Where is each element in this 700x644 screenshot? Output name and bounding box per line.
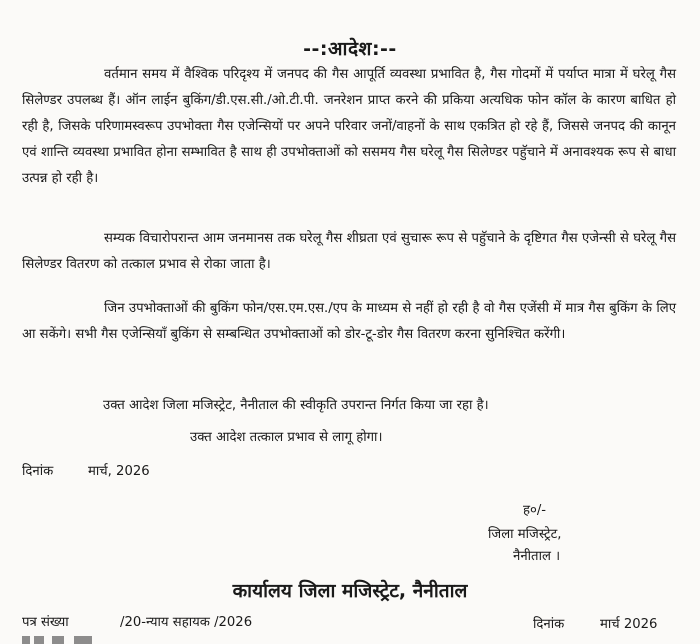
order-paragraph-2 — [22, 226, 676, 278]
signature-place: नैनीताल । — [513, 549, 561, 564]
order-title: --:आदेश:-- — [303, 38, 397, 60]
letter-number-value: /20-न्याय सहायक /2026 — [120, 615, 253, 630]
office-heading: कार्यालय जिला मजिस्ट्रेट, नैनीताल — [232, 580, 468, 602]
order-date-label: दिनांक — [22, 464, 54, 479]
paragraph-2-text: सम्यक विचारोपरान्त आम जनमानस तक घरेलू गैस शीघ्रता एवं सुचारू रूप से पहुॅचाने के दृष्टिगत गैस एजेन्सी से घरेलू गैस सिलेण्डर वितरण को तत्काल प्रभाव से रोका जाता है। — [22, 231, 676, 272]
effective-line: उक्त आदेश तत्काल प्रभाव से लागू होगा। — [190, 430, 383, 445]
paragraph-1-text: वर्तमान समय में वैश्विक परिदृश्य में जनपद की गैस आपूर्ति व्यवस्था प्रभावित है, गैस गोदमों में पर्याप्त मात्रा में घरेलू गैस सिलेण्डर उपलब्ध हैं। ऑन लाईन बुकिंग/डी.एस.सी./ओ.टी.पी. जनरेशन प्राप्त करने की प्रकिया अत्यधिक फोन कॉल के कारण बाधित हो रही है, जिसके परिणामस्वरूप उपभोक्ता गैस एजेन्सियों पर अपने परिवार जनों/वाहनों के साथ एकत्रित हो रहे हैं, जिससे जनपद की कानून एवं शान्ति व्यवस्था प्रभावित होना सम्भावित है साथ ही उपभोक्ताओं को ससमय गैस घरेलू गैस सिलेण्डर पहुॅचाने में अनावश्यक रूप से बाधा उत्पन्न हो रही है। — [22, 67, 676, 186]
signature-designation: जिला मजिस्ट्रेट, — [488, 527, 562, 542]
order-paragraph-3 — [22, 296, 676, 348]
order-paragraph-1 — [22, 62, 676, 192]
office-date-value: मार्च 2026 — [600, 617, 658, 632]
paragraph-3-text: जिन उपभोक्ताओं की बुकिंग फोन/एस.एम.एस./एप के माध्यम से नहीं हो रही है वो गैस एजेंसी में मात्र गैस बुकिंग के लिए आ सकेंगे। सभी गैस एजेन्सियॉं बुकिंग से सम्बन्धित उपभोक्ताओं को डोर-टू-डोर गैस वितरण करना सुनिश्चित करेंगी। — [22, 301, 676, 342]
office-date-label: दिनांक — [533, 617, 565, 632]
approval-line: उक्त आदेश जिला मजिस्ट्रेट, नैनीताल की स्वीकृति उपरान्त निर्गत किया जा रहा है। — [103, 398, 489, 413]
cropped-text-fragment — [22, 636, 162, 644]
letter-number-label: पत्र संख्या — [22, 615, 69, 630]
signature-mark: ह०/- — [523, 503, 547, 518]
order-date-value: मार्च, 2026 — [88, 464, 150, 479]
